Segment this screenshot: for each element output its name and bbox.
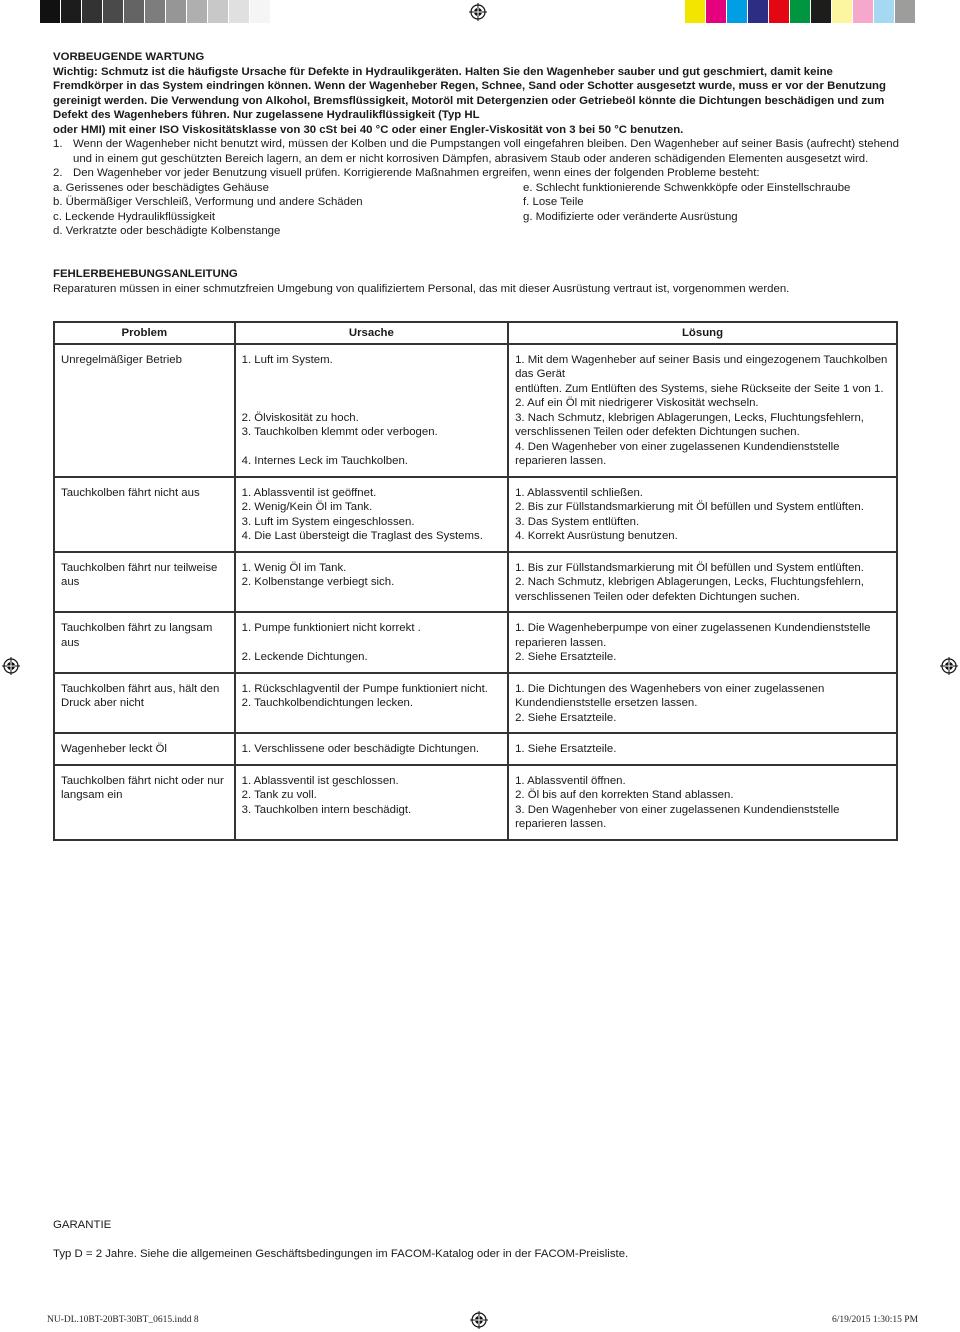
item-text: Den Wagenheber vor jeder Benutzung visuell prüfen. Korrigierende Maßnahmen ergreifen, wenn eines der folgenden Probleme besteht:: [73, 167, 760, 179]
cell-line: 1. Rückschlagventil der Pumpe funktioniert nicht.: [241, 682, 488, 695]
cell-line: 2. Siehe Ersatzteile.: [515, 651, 617, 663]
cell-line: 2. Auf ein Öl mit niedrigerer Viskosität wechseln.: [515, 397, 759, 409]
cell-line: 2. Tauchkolbendichtungen lecken.: [241, 697, 414, 709]
color-swatch: [811, 0, 832, 23]
cell-line: 1. Wenig Öl im Tank.: [241, 561, 347, 574]
cause-cell: [235, 733, 508, 765]
solution-cell: [508, 733, 897, 765]
table-row: [54, 733, 897, 765]
cell-line: 3. Das System entlüften.: [515, 515, 640, 528]
cell-line: 3. Tauchkolben klemmt oder verbogen.: [241, 426, 438, 438]
cell-line: 1. Ablassventil schließen.: [515, 486, 643, 499]
checklist-right: [523, 181, 903, 239]
color-swatch: [874, 0, 895, 23]
cell-line: [242, 396, 501, 411]
maintenance-item-2: [53, 166, 903, 181]
registration-mark-icon: [940, 657, 958, 675]
troubleshooting-heading: FEHLERBEHEBUNGSANLEITUNG: [53, 268, 238, 280]
gray-swatch: [145, 0, 166, 23]
gray-swatch: [229, 0, 250, 23]
cell-line: 2. Leckende Dichtungen.: [241, 651, 368, 663]
troubleshooting-intro: Reparaturen müssen in einer schmutzfreien Umgebung von qualifiziertem Personal, das mit dieser Ausrüstung vertraut ist, vorgenommen werden.: [53, 282, 790, 295]
checklist-left: [53, 181, 523, 239]
solution-cell: [508, 673, 897, 734]
cell-line: 1. Mit dem Wagenheber auf seiner Basis und eingezogenem Tauchkolben das Gerät: [515, 353, 888, 380]
registration-mark-icon: [470, 1311, 488, 1329]
warranty-heading: GARANTIE: [53, 1219, 112, 1231]
table-row: [54, 344, 897, 477]
gray-swatch: [103, 0, 124, 23]
cell-line: 1. Bis zur Füllstandsmarkierung mit Öl befüllen und System entlüften.: [515, 561, 864, 574]
color-swatch: [769, 0, 790, 23]
cell-line: 2. Bis zur Füllstandsmarkierung mit Öl befüllen und System entlüften.: [515, 501, 864, 513]
color-bar-process: [685, 0, 916, 23]
gray-swatch: [208, 0, 229, 23]
maintenance-intro: Wichtig: Schmutz ist die häufigste Ursache für Defekte in Hydraulikgeräten. Halten Sie den Wagenheber sauber und gut geschmiert, damit keine Fremdkörper in das System eindringen können. Wenn der Wagenheber Regen, Schnee, Sand oder Schotter ausgesetzt wurde, muss er vor der Benutzung gereinigt werden. Die Verwendung von Alkohol, Bremsflüssigkeit, Motoröl mit Detergenzien oder Getriebeöl könnte die Dichtungen beschädigen und zum Defekt des Wagenhebers führen. Nur zugelassene Hydraulikflüssigkeit (Typ HL: [53, 65, 886, 121]
cause-cell: [235, 344, 508, 477]
troubleshooting-section: [53, 267, 903, 296]
list-item: b. Übermäßiger Verschleiß, Verformung und andere Schäden: [53, 196, 363, 208]
gray-swatch: [250, 0, 271, 23]
gray-swatch: [40, 0, 61, 23]
cell-line: [242, 382, 501, 397]
cell-line: 1. Siehe Ersatzteile.: [515, 743, 617, 755]
maintenance-section: [53, 50, 903, 239]
list-item: g. Modifizierte oder veränderte Ausrüstung: [523, 210, 738, 223]
list-item: f. Lose Teile: [523, 196, 584, 208]
problem-cell: [54, 552, 235, 613]
cell-line: 3. Den Wagenheber von einer zugelassenen Kundendienststelle reparieren lassen.: [515, 803, 840, 830]
cell-line: entlüften. Zum Entlüften des Systems, siehe Rückseite der Seite 1 von 1.: [515, 382, 884, 395]
cell-line: Tauchkolben fährt aus, hält den Druck aber nicht: [61, 682, 220, 709]
list-item: d. Verkratzte oder beschädigte Kolbenstange: [53, 225, 281, 237]
cause-cell: [235, 765, 508, 840]
cell-line: 4. Den Wagenheber von einer zugelassenen Kundendienststelle reparieren lassen.: [515, 440, 840, 467]
table-row: [54, 552, 897, 613]
color-swatch: [790, 0, 811, 23]
cause-cell: [235, 552, 508, 613]
gray-swatch: [166, 0, 187, 23]
color-swatch: [853, 0, 874, 23]
cell-line: [242, 636, 501, 651]
cause-cell: [235, 673, 508, 734]
cell-line: Wagenheber leckt Öl: [61, 743, 167, 755]
solution-cell: [508, 552, 897, 613]
maintenance-heading: VORBEUGENDE WARTUNG: [53, 51, 205, 63]
item-number: 2.: [53, 167, 63, 179]
cell-line: 3. Nach Schmutz, klebrigen Ablagerungen, Lecks, Fluchtungsfehlern, verschlissenen Teilen oder defekten Dichtungen suchen.: [515, 411, 864, 438]
registration-mark-icon: [469, 3, 487, 21]
cause-cell: [235, 477, 508, 552]
cause-cell: [235, 612, 508, 673]
maintenance-item-1: [53, 137, 903, 166]
cell-line: [242, 367, 501, 382]
cell-line: 1. Ablassventil öffnen.: [515, 774, 626, 787]
color-swatch: [748, 0, 769, 23]
solution-cell: [508, 612, 897, 673]
footer-file-name: NU-DL.10BT-20BT-30BT_0615.indd 8: [47, 1315, 199, 1325]
troubleshooting-table: [53, 321, 898, 841]
color-bar-grayscale: [40, 0, 271, 23]
cell-line: 1. Verschlissene oder beschädigte Dichtungen.: [241, 743, 480, 755]
cell-line: 4. Internes Leck im Tauchkolben.: [241, 455, 408, 467]
cell-line: 2. Öl bis auf den korrekten Stand ablassen.: [515, 789, 734, 801]
column-header-cause: Ursache: [235, 322, 508, 344]
cell-line: 1. Pumpe funktioniert nicht korrekt .: [241, 622, 421, 634]
cell-line: 1. Ablassventil ist geöffnet.: [241, 486, 377, 499]
cell-line: 1. Die Dichtungen des Wagenhebers von einer zugelassenen Kundendienststelle ersetzen lassen.: [515, 682, 825, 709]
list-item: a. Gerissenes oder beschädigtes Gehäuse: [53, 181, 269, 194]
item-number: 1.: [53, 138, 63, 150]
cell-line: 3. Luft im System eingeschlossen.: [241, 515, 415, 528]
cell-line: 2. Wenig/Kein Öl im Tank.: [241, 501, 373, 513]
cell-line: 1. Ablassventil ist geschlossen.: [241, 774, 399, 787]
color-swatch: [895, 0, 916, 23]
table-row: [54, 673, 897, 734]
problem-cell: [54, 765, 235, 840]
color-swatch: [685, 0, 706, 23]
item-text: Wenn der Wagenheber nicht benutzt wird, müssen der Kolben und die Pumpstangen voll eingefahren bleiben. Den Wagenheber auf seiner Basis (aufrecht) stehend und in einem gut geschützten Bereich lagern, an dem er nicht korrosiven Dämpfen, abrasivem Staub oder anderen schädigenden Elementen ausgesetzt wird.: [73, 138, 899, 165]
color-swatch: [706, 0, 727, 23]
problem-cell: [54, 344, 235, 477]
cell-line: 1. Luft im System.: [241, 353, 333, 366]
solution-cell: [508, 344, 897, 477]
color-swatch: [832, 0, 853, 23]
problem-cell: [54, 477, 235, 552]
cell-line: 2. Siehe Ersatzteile.: [515, 711, 617, 724]
footer-timestamp: 6/19/2015 1:30:15 PM: [832, 1315, 919, 1325]
gray-swatch: [124, 0, 145, 23]
problem-cell: [54, 612, 235, 673]
cell-line: Unregelmäßiger Betrieb: [61, 353, 182, 366]
gray-swatch: [187, 0, 208, 23]
column-header-problem: Problem: [54, 322, 235, 344]
cell-line: 3. Tauchkolben intern beschädigt.: [241, 803, 412, 816]
solution-cell: [508, 765, 897, 840]
inspection-checklist: [53, 181, 903, 239]
cell-line: 2. Tank zu voll.: [241, 789, 317, 801]
problem-cell: [54, 673, 235, 734]
cell-line: [242, 440, 501, 455]
warranty-text: Typ D = 2 Jahre. Siehe die allgemeinen Geschäftsbedingungen im FACOM-Katalog oder in der FACOM-Preisliste.: [53, 1248, 629, 1260]
cell-line: Tauchkolben fährt nur teilweise aus: [61, 561, 218, 588]
problem-cell: [54, 733, 235, 765]
registration-mark-icon: [2, 657, 20, 675]
cell-line: 2. Ölviskosität zu hoch.: [241, 411, 359, 424]
table-row: [54, 477, 897, 552]
list-item: c. Leckende Hydraulikflüssigkeit: [53, 210, 216, 223]
cell-line: Tauchkolben fährt nicht oder nur langsam ein: [61, 774, 224, 801]
cell-line: 4. Die Last übersteigt die Traglast des Systems.: [241, 530, 483, 542]
color-swatch: [727, 0, 748, 23]
table-row: [54, 765, 897, 840]
cell-line: Tauchkolben fährt nicht aus: [61, 486, 200, 499]
cell-line: Tauchkolben fährt zu langsam aus: [61, 622, 213, 649]
cell-line: 4. Korrekt Ausrüstung benutzen.: [515, 530, 678, 542]
maintenance-intro-2: oder HMI) mit einer ISO Viskositätsklasse von 30 cSt bei 40 °C oder einer Engler-Viskosität von 3 bei 50 °C benutzen.: [53, 123, 684, 136]
cell-line: 1. Die Wagenheberpumpe von einer zugelassenen Kundendienststelle reparieren lassen.: [515, 622, 871, 649]
cell-line: 2. Kolbenstange verbiegt sich.: [241, 576, 395, 588]
list-item: e. Schlecht funktionierende Schwenkköpfe oder Einstellschraube: [523, 181, 851, 194]
solution-cell: [508, 477, 897, 552]
gray-swatch: [82, 0, 103, 23]
table-row: [54, 612, 897, 673]
gray-swatch: [61, 0, 82, 23]
table-header-row: [54, 322, 897, 344]
column-header-solution: Lösung: [508, 322, 897, 344]
cell-line: 2. Nach Schmutz, klebrigen Ablagerungen, Lecks, Fluchtungsfehlern, verschlissenen Teilen oder defekten Dichtungen suchen.: [515, 576, 864, 603]
